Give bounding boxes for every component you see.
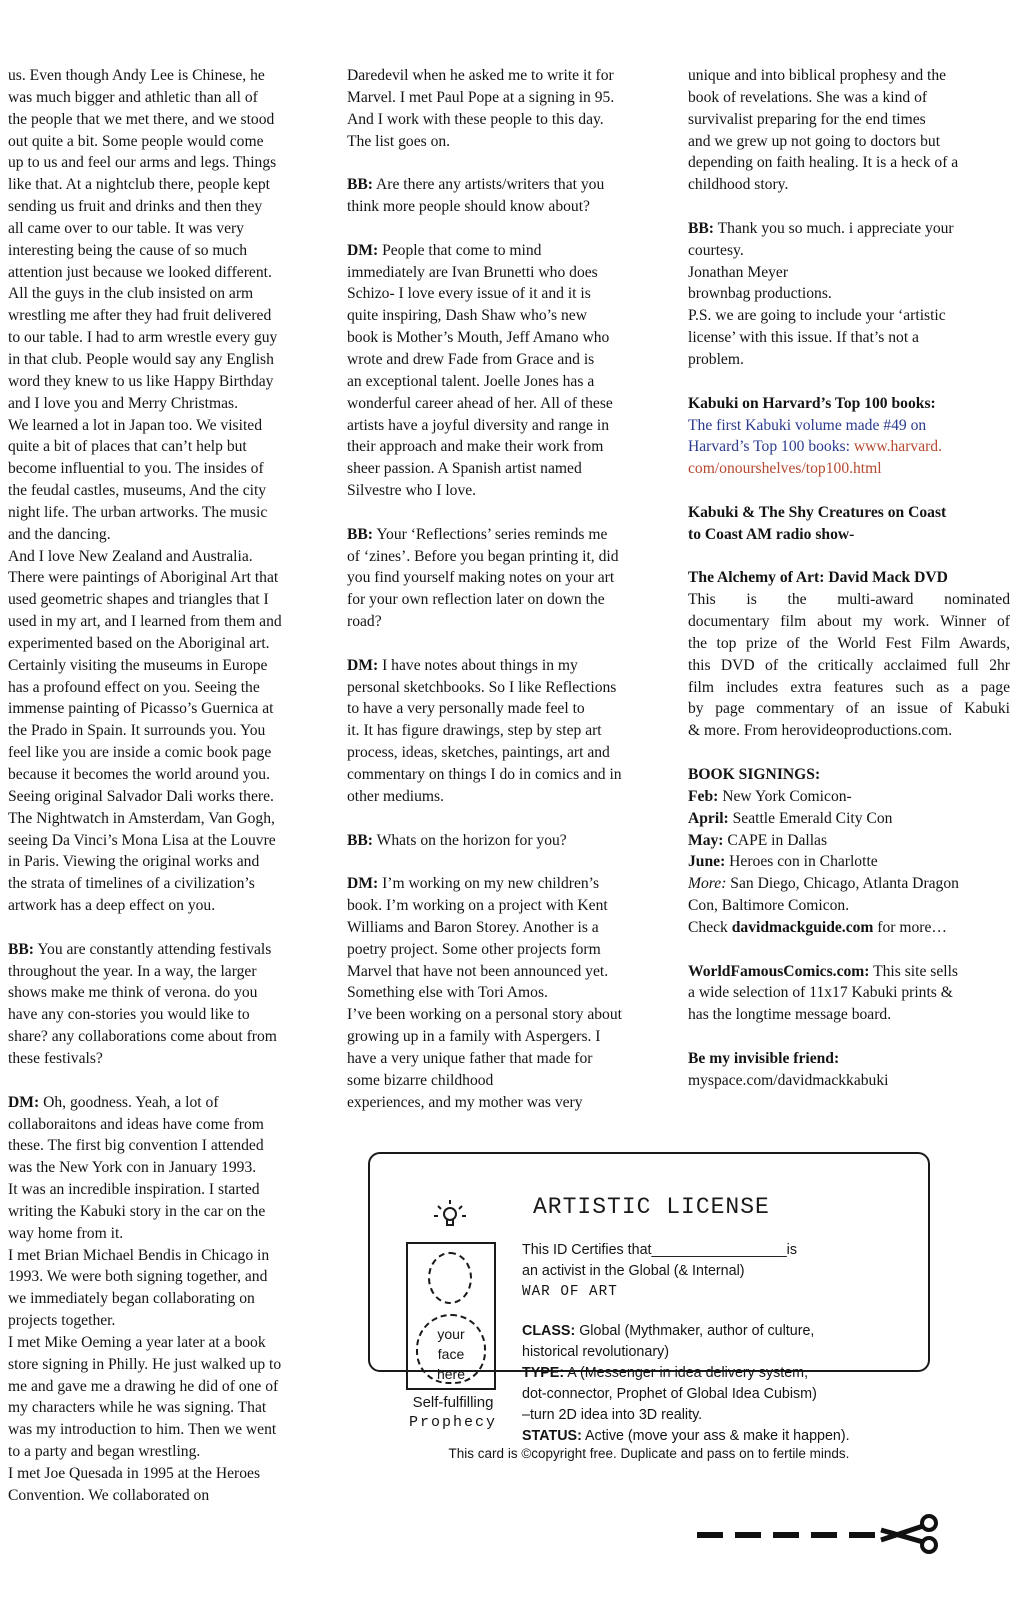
interview-question-label: BB: — [347, 831, 373, 849]
col1-line: And I love New Zealand and Australia. — [8, 547, 253, 565]
interview-answer — [347, 655, 669, 677]
type-label: TYPE: — [522, 1365, 565, 1381]
thanks-text-line: P.S. we are going to include your ‘artistic — [688, 307, 946, 325]
interview-question — [347, 830, 669, 852]
signing-item-text: Seattle Emerald City Con — [728, 809, 893, 827]
interview-answer-line: some bizarre childhood — [347, 1071, 494, 1089]
column-1 — [8, 65, 330, 1507]
col3-intro-line: book of revelations. She was a kind of — [688, 88, 928, 106]
col1-line: artwork has a deep effect on you. — [8, 897, 216, 915]
col1-answer-line: I met Brian Michael Bendis in Chicago in — [8, 1246, 270, 1264]
interview-question — [347, 524, 669, 546]
col1-answer-line: I met Joe Quesada in 1995 at the Heroes — [8, 1465, 261, 1482]
col1-question-text: You are constantly attending festivals — [34, 940, 272, 958]
col1-line: us. Even though Andy Lee is Chinese, he — [8, 67, 265, 84]
interview-question-line: for your own reflection later on down the — [347, 591, 605, 609]
col1-line: the people that we met there, and we stood — [8, 110, 275, 128]
col1-answer-line: 1993. We were both signing together, and — [8, 1268, 268, 1286]
col1-line: used in my art, and I learned from them and — [8, 613, 282, 631]
artistic-license-card — [368, 1152, 930, 1461]
interview-answer-line: an exceptional talent. Joelle Jones has a — [347, 372, 595, 390]
col1-line: sending us fruit and drinks and then they — [8, 198, 263, 216]
column-2 — [347, 65, 669, 1114]
thanks-line-label: BB: — [688, 219, 714, 237]
wfc-line-2: a wide selection of 11x17 Kabuki prints & — [688, 984, 953, 1002]
signing-item — [688, 808, 1010, 830]
interview-answer-line: process, ideas, sketches, paintings, art and — [347, 744, 610, 762]
col3-intro-line: unique and into biblical prophesy and the — [688, 67, 947, 84]
interview-answer-line: poetry project. Some other projects form — [347, 940, 601, 958]
col1-line: and the dancing. — [8, 525, 111, 543]
col1-question-line: share? any collaborations come about from — [8, 1028, 277, 1046]
caption-prophecy: Prophecy — [408, 1414, 497, 1431]
interview-answer-line: Schizo- I love every issue of it and it is — [347, 285, 591, 303]
col1-answer-line: projects together. — [8, 1312, 116, 1330]
col1-line: attention just because we looked different. — [8, 263, 272, 281]
card-body — [522, 1240, 917, 1447]
dvd-line: This is the multi-award nominated — [688, 591, 1010, 609]
interview-answer-line: Williams and Baron Storey. Another is a — [347, 918, 599, 936]
interview-question-line: road? — [347, 613, 382, 631]
thanks-text-line: problem. — [688, 350, 744, 368]
col1-answer-line: Convention. We collaborated on — [8, 1486, 210, 1504]
card-title: ARTISTIC LICENSE — [533, 1194, 770, 1220]
col3-intro-line: childhood story. — [688, 176, 789, 194]
status-label: STATUS: — [522, 1428, 582, 1444]
class-text-1: Global (Mythmaker, author of culture, — [575, 1323, 815, 1339]
harvard-text-2 — [688, 436, 1010, 458]
signing-item-text: Heroes con in Charlotte — [725, 853, 878, 871]
col1-line: feel like you are inside a comic book page — [8, 744, 272, 762]
interview-answer-line: wonderful career ahead of her. All of these — [347, 394, 613, 412]
type-text-1: A (Messenger in idea delivery system, — [564, 1365, 809, 1381]
col1-line: the strata of timelines of a civilization’s — [8, 875, 255, 893]
face-line-1: your — [437, 1326, 465, 1342]
signing-item-text: New York Comicon- — [718, 787, 852, 805]
col1-line: like that. At a nightclub there, people kept — [8, 176, 270, 194]
thanks-text-line: brownbag productions. — [688, 285, 832, 303]
col1-line: All the guys in the club insisted on arm — [8, 285, 254, 303]
radio-title-1: Kabuki & The Shy Creatures on Coast — [688, 503, 947, 521]
interview-answer-line: commentary on things I do in comics and in — [347, 766, 622, 783]
col1-line: has a profound effect on you. Seeing the — [8, 678, 260, 696]
war-line: WAR OF ART — [522, 1284, 618, 1300]
col1-answer-line: to a party and began wrestling. — [8, 1443, 201, 1461]
interview-answer-text: I’m working on my new children’s — [378, 875, 600, 893]
interview-answer — [347, 873, 669, 895]
col1-question-label: BB: — [8, 940, 34, 958]
col1-line: to our table. I had to arm wrestle every guy — [8, 329, 278, 347]
interview-answer-line: wrote and drew Fade from Grace and is — [347, 350, 595, 368]
lightbulb-icon — [432, 1198, 468, 1234]
signings-more — [688, 873, 1010, 895]
dvd-line: & more. From herovideoproductions.com. — [688, 722, 953, 740]
friend-url[interactable]: myspace.com/davidmackkabuki — [688, 1071, 889, 1089]
interview-answer-line: Silvestre who I love. — [347, 482, 477, 500]
col1-line: become influential to you. The insides of — [8, 460, 264, 478]
col1-line: interesting being the cause of so much — [8, 241, 248, 259]
friend-title: Be my invisible friend: — [688, 1049, 840, 1067]
interview-question-label: BB: — [347, 176, 373, 194]
face-line-3: here — [436, 1366, 466, 1382]
caption-self-fulfilling: Self-fulfilling — [412, 1394, 494, 1411]
interview-answer-line: sheer passion. A Spanish artist named — [347, 460, 582, 478]
status-line — [522, 1426, 917, 1447]
col1-line: The Nightwatch in Amsterdam, Van Gogh, — [8, 809, 275, 827]
thanks-line-text: Thank you so much. i appreciate your — [714, 219, 954, 237]
col1-line: There were paintings of Aboriginal Art that — [8, 569, 279, 587]
interview-answer-line: experiences, and my mother was very — [347, 1093, 583, 1111]
signing-item — [688, 786, 1010, 808]
interview-answer-line: have a very unique father that made for — [347, 1049, 593, 1067]
interview-answer-text: I have notes about things in my — [378, 656, 578, 674]
interview-answer-label: DM: — [347, 656, 379, 674]
interview-answer-line: Something else with Tori Amos. — [347, 984, 548, 1002]
col1-answer-line: I met Mike Oeming a year later at a book — [8, 1333, 266, 1351]
col2-intro-line: Daredevil when he asked me to write it for — [347, 67, 614, 84]
face-photo-box — [406, 1242, 496, 1390]
col1-question-line: have any con-stories you would like to — [8, 1006, 250, 1024]
col1-line: out quite a bit. Some people would come — [8, 132, 264, 150]
interview-answer-line: I’ve been working on a personal story about — [347, 1006, 622, 1024]
face-oval-head — [428, 1252, 472, 1304]
col1-line: the Prado in Spain. It surrounds you. You — [8, 722, 266, 740]
scissors-icon[interactable] — [697, 1512, 943, 1554]
col1-line: wrestling me after they had fruit delivered — [8, 307, 272, 325]
certifies-line: This ID Certifies that_________________is — [522, 1242, 797, 1258]
signing-item-label: May: — [688, 831, 724, 849]
interview-answer-line: artists have a joyful diversity and range in — [347, 416, 609, 434]
col1-answer-line: my characters while he was signing. That — [8, 1399, 267, 1417]
dvd-title: The Alchemy of Art: David Mack DVD — [688, 569, 948, 587]
wfc-line-1 — [688, 961, 1010, 983]
col1-line: immense painting of Picasso’s Guernica at — [8, 700, 274, 718]
interview-question — [347, 174, 669, 196]
col1-line: We learned a lot in Japan too. We visited — [8, 416, 262, 434]
thanks-block — [688, 218, 1010, 371]
interview-answer-line: quite inspiring, Dash Shaw who’s new — [347, 307, 587, 325]
col2-intro-line: The list goes on. — [347, 132, 451, 150]
col1-question-line: shows make me think of verona. do you — [8, 984, 258, 1002]
dvd-line: film includes extra features such as a page — [688, 678, 1010, 696]
wfc-line-3: has the longtime message board. — [688, 1006, 892, 1024]
interview-answer-label: DM: — [347, 241, 379, 259]
signing-item-label: June: — [688, 853, 726, 871]
col1-answer-line: way home from it. — [8, 1224, 124, 1242]
col1-line: quite a bit of places that can’t help but — [8, 438, 247, 456]
signing-item — [688, 830, 1010, 852]
type-line-2: dot-connector, Prophet of Global Idea Cubism) — [522, 1386, 817, 1402]
col1-line: seeing Da Vinci’s Mona Lisa at the Louvre — [8, 831, 276, 849]
col1-line: all came over to our table. It was very — [8, 219, 244, 237]
interview-question-line: think more people should know about? — [347, 198, 590, 216]
interview-answer-line: growing up in a family with Aspergers. I — [347, 1028, 601, 1046]
check-post: for more… — [873, 918, 948, 936]
thanks-text-line: Jonathan Meyer — [688, 263, 789, 281]
interview-question-line: you find yourself making notes on your art — [347, 569, 615, 587]
thanks-text-line: license’ with this issue. If that’s not a — [688, 329, 919, 347]
more-label: More: — [688, 875, 727, 893]
signings-title: BOOK SIGNINGS: — [688, 766, 821, 783]
class-line-2: historical revolutionary) — [522, 1344, 669, 1360]
col1-line: the feudal castles, museums, And the city — [8, 482, 267, 500]
col3-intro — [688, 65, 1010, 196]
col1-answer-label: DM: — [8, 1093, 40, 1111]
harvard-url-2[interactable]: com/onourshelves/top100.html — [688, 460, 882, 478]
thanks-line — [688, 218, 1010, 240]
dvd-text — [688, 589, 1010, 742]
col3-intro-line: survivalist preparing for the end times — [688, 110, 926, 128]
col1-answer-line: was the New York con in January 1993. — [8, 1159, 257, 1177]
col3-intro-line: and we grew up not going to doctors but — [688, 132, 941, 150]
col1-answer-line: writing the Kabuki story in the car on the — [8, 1202, 266, 1220]
col1-answer-text: Oh, goodness. Yeah, a lot of — [39, 1093, 219, 1111]
more-line-1: San Diego, Chicago, Atlanta Dragon — [726, 875, 959, 893]
col1-answer — [8, 1092, 330, 1114]
col1-line: word they knew to us like Happy Birthday — [8, 372, 274, 390]
check-site[interactable]: davidmackguide.com — [731, 918, 874, 936]
interview-answer-line: it. It has figure drawings, step by step art — [347, 722, 602, 740]
harvard-text-1: The first Kabuki volume made #49 on — [688, 416, 927, 434]
type-line-1 — [522, 1363, 917, 1384]
dvd-line: by page commentary of an issue of Kabuki — [688, 700, 1010, 718]
col1-answer-line: we immediately began collaborating on — [8, 1290, 255, 1308]
dvd-line: this DVD of the critically acclaimed full 2hr — [688, 656, 1010, 674]
col1-question-line: throughout the year. In a way, the larger — [8, 962, 257, 980]
wfc-label[interactable]: WorldFamousComics.com: — [688, 962, 870, 980]
status-text: Active (move your ass & make it happen). — [581, 1428, 850, 1444]
dvd-line: documentary film about my work. Winner of — [688, 613, 1010, 631]
interview-answer-line: immediately are Ivan Brunetti who does — [347, 263, 598, 281]
signing-item-text: CAPE in Dallas — [723, 831, 828, 849]
interview-answer-line: their approach and make their work from — [347, 438, 604, 456]
col1-line: and I love you and Merry Christmas. — [8, 394, 238, 412]
signing-item-label: April: — [688, 809, 729, 827]
col3-intro-line: depending on faith healing. It is a heck of a — [688, 154, 959, 172]
check-pre: Check — [688, 918, 732, 936]
harvard-url-1[interactable]: www.harvard. — [853, 438, 942, 456]
col1-answer-line: these. The first big convention I attended — [8, 1137, 264, 1155]
activist-line: an activist in the Global (& Internal) — [522, 1263, 745, 1279]
col1-answer-line: was my introduction to him. Then we went — [8, 1421, 277, 1439]
interview-answer-line: other mediums. — [347, 787, 445, 805]
col1-answer-line: store signing in Philly. He just walked up to — [8, 1355, 282, 1373]
column-3 — [688, 65, 1010, 1092]
col1-line: Certainly visiting the museums in Europe — [8, 656, 268, 674]
col1-line: used geometric shapes and triangles that I — [8, 591, 269, 609]
col1-line: Seeing original Salvador Dali works there. — [8, 787, 274, 805]
more-line-2: Con, Baltimore Comicon. — [688, 897, 850, 915]
col1-line: in that club. People would say any English — [8, 350, 274, 368]
face-line-2: face — [437, 1346, 465, 1362]
col1-question-line: these festivals? — [8, 1049, 103, 1067]
col1-line: up to us and feel our arms and legs. Things — [8, 154, 277, 172]
col2-intro-line: And I work with these people to this day. — [347, 110, 604, 128]
col1-line: experimented based on the Aboriginal art. — [8, 634, 270, 652]
interview-answer-line: book is Mother’s Mouth, Jeff Amano who — [347, 329, 610, 347]
col1-answer-line: It was an incredible inspiration. I started — [8, 1181, 260, 1199]
check-line — [688, 917, 1010, 939]
thanks-text-line: courtesy. — [688, 241, 744, 259]
interview-answer-line: Marvel that have not been announced yet. — [347, 962, 609, 980]
harvard-text-2-lead: Harvard’s Top 100 books: — [688, 438, 854, 456]
col1-question — [8, 939, 330, 961]
interview-answer — [347, 240, 669, 262]
col1-line: in Paris. Viewing the original works and — [8, 853, 260, 871]
signings-list — [688, 786, 1010, 873]
signing-item — [688, 851, 1010, 873]
interview-question-text: Your ‘Reflections’ series reminds me — [373, 525, 608, 543]
class-line-1 — [522, 1321, 917, 1342]
col1-line: was much bigger and athletic than all of — [8, 88, 258, 106]
interview-answer-text: People that come to mind — [378, 241, 542, 259]
interview-question-line: of ‘zines’. Before you began printing it, did — [347, 547, 619, 565]
interview-question-text: Are there any artists/writers that you — [373, 176, 605, 194]
face-placeholder — [416, 1324, 486, 1384]
col1-line: night life. The urban artworks. The music — [8, 503, 268, 521]
interview-answer-line: personal sketchbooks. So I like Reflections — [347, 678, 617, 696]
wfc-text-1: This site sells — [869, 962, 958, 980]
interview-question-text: Whats on the horizon for you? — [373, 831, 567, 849]
radio-title-2: to Coast AM radio show- — [688, 525, 855, 543]
interview-question-label: BB: — [347, 525, 373, 543]
interview-answer-label: DM: — [347, 875, 379, 893]
harvard-title: Kabuki on Harvard’s Top 100 books: — [688, 394, 936, 412]
class-label: CLASS: — [522, 1323, 576, 1339]
col2-intro-line: Marvel. I met Paul Pope at a signing in 95. — [347, 88, 615, 106]
signing-item-label: Feb: — [688, 787, 719, 805]
interview-answer-line: to have a very personally made feel to — [347, 700, 585, 718]
col1-line: because it becomes the world around you. — [8, 766, 270, 783]
type-line-3: –turn 2D idea into 3D reality. — [522, 1407, 703, 1423]
dvd-line: the top prize of the World Fest Film Awards, — [688, 634, 1010, 652]
col1-answer-line: collaboraitons and ideas have come from — [8, 1115, 264, 1133]
col1-answer-line: me and gave me a drawing he did of one of — [8, 1377, 279, 1395]
card-footer: This card is ©copyright free. Duplicate and pass on to fertile minds. — [448, 1446, 850, 1461]
interview-answer-line: book. I’m working on a project with Kent — [347, 897, 608, 915]
